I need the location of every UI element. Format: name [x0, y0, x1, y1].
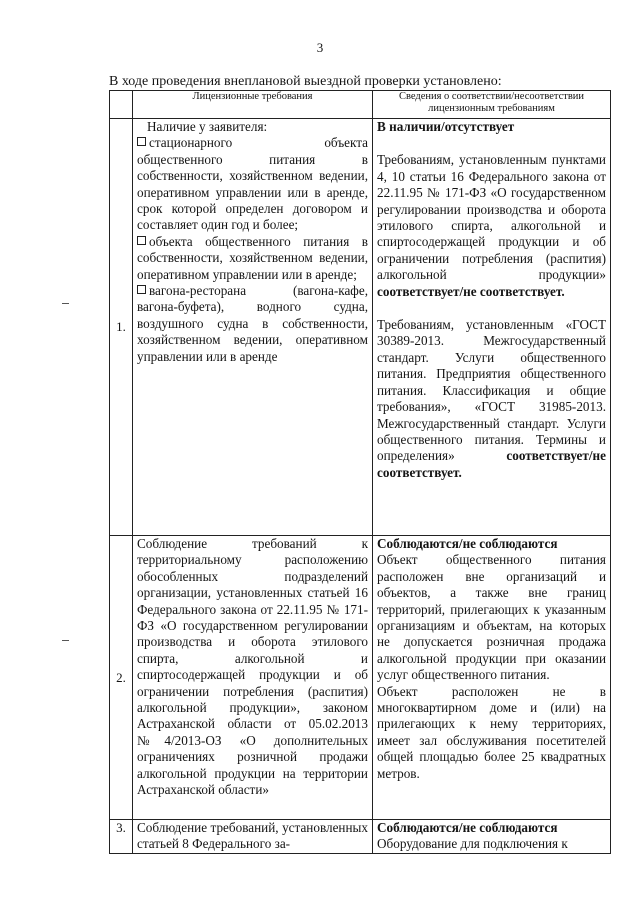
header-requirements: Лицензионные требования [133, 91, 373, 119]
compliance-cell [373, 119, 611, 536]
margin-mark [62, 303, 69, 304]
table-row [110, 820, 611, 854]
compliance-verdict: соответствует/не соответствует. [377, 448, 606, 480]
header-number-cell [110, 91, 133, 119]
checkbox-icon [137, 137, 146, 146]
list-item: объекта общественного питания в собственности, хозяйственном ведении, оперативном управлении или в аренде; [137, 233, 368, 282]
compliance-paragraph: Объект расположен не в многоквартирном доме и (или) на прилегающих к нему территориях, имеет зал обслуживания посетителей общей площадью более 25 квадратных метров. [377, 683, 606, 781]
compliance-status: В наличии/отсутствует [377, 119, 515, 134]
compliance-status: Соблюдаются/не соблюдаются [377, 820, 558, 835]
table-header-row [110, 91, 611, 119]
list-item: вагона-ресторана (вагона-кафе, вагона-буфета), водного судна, воздушного судна в собственности, хозяйственном ведении, оперативном управлении или в аренде [137, 283, 368, 364]
requirements-table [109, 90, 611, 854]
row-number: 1. [110, 119, 133, 536]
compliance-paragraph: Требованиям, установленным пунктами 4, 10 статьи 16 Федерального закона от 22.11.95 № 171-ФЗ «О государственном регулировании производства и оборота этилового спирта, алкогольной и спиртосодержащей продукции и об ограничении потребления (распития) алкогольной продукции» соответствует/не соответствует. [377, 152, 606, 299]
intro-text: В ходе проведения внеплановой выездной проверки установлено: [109, 74, 502, 89]
list-item: стационарного объекта общественного питания в собственности, хозяйственном ведении, оперативном управлении или в аренде, срок которой определен договором и составляет один год и более; [137, 135, 368, 233]
compliance-cell [373, 536, 611, 820]
compliance-paragraph: Требованиям, установленным «ГОСТ 30389-2013. Межгосударственный стандарт. Услуги общественного питания. Предприятия общественного питания. Классификация и общие требования», «ГОСТ 31985-2013. Межгосударственный стандарт. Услуги общественного питания. Термины и определения» соответствует/не соответствует. [377, 317, 606, 480]
page-number: 3 [316, 40, 324, 55]
requirement-heading: Наличие у заявителя: [147, 119, 268, 134]
requirement-cell [133, 119, 373, 536]
row-number: 2. [110, 536, 133, 820]
compliance-verdict: соответствует/не соответствует. [377, 283, 565, 299]
requirement-cell: Соблюдение требований к территориальному расположению обособленных подразделений организации, установленных статьей 16 Федерального закона от 22.11.95 № 171-ФЗ «О государственном регулировании производства и оборота этилового спирта, алкогольной и спиртосодержащей продукции и об ограничении потребления (распития) алкогольной продукции», законом Астраханской области от 05.02.2013 №4/2013-ОЗ «О дополнительных ограничениях розничной продажи алкогольной продукции на территории Астраханской области» [133, 536, 373, 820]
compliance-paragraph: Объект общественного питания расположен вне организаций и объектов, а также вне границ территорий, прилегающих к указанным организациям и объектам, на которых не допускается розничная продажа алкогольной продукции при оказании услуг общественного питания. [377, 552, 606, 683]
checkbox-icon [137, 285, 146, 294]
checkbox-icon [137, 236, 146, 245]
requirement-cell: Соблюдение требований, установленных статьей 8 Федерального за- [133, 820, 373, 854]
compliance-cell [373, 820, 611, 854]
compliance-paragraph: Оборудование для подключения к [377, 836, 568, 852]
row-number: 3. [110, 820, 133, 854]
table-row [110, 536, 611, 820]
margin-mark [62, 640, 69, 641]
compliance-status: Соблюдаются/не соблюдаются [377, 536, 558, 551]
table-row [110, 119, 611, 536]
header-compliance: Сведения о соответствии/несоответствии лицензионным требованиям [373, 91, 611, 119]
